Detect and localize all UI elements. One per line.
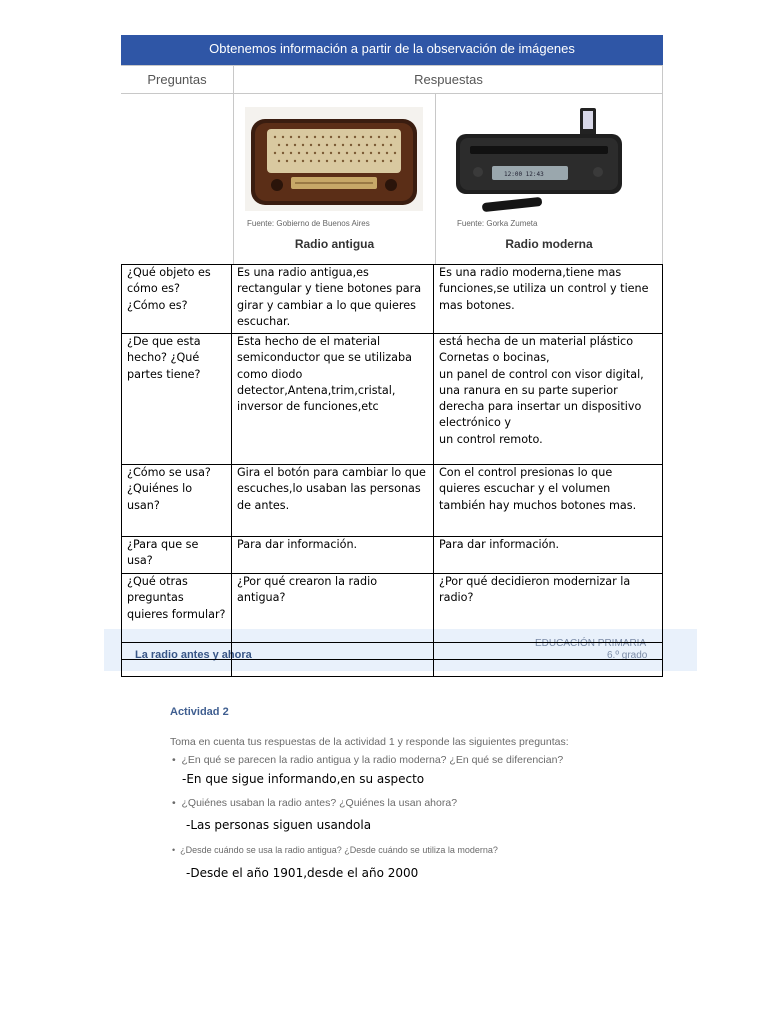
table-row [122,334,663,465]
answer-old-text: Esta hecho de el material semiconductor que se utilizaba como diodo detector,Antena,trim,cristal, inversor de funciones,etc [237,335,412,414]
table-row [122,265,663,334]
question-cell [122,334,232,465]
activity-answer-1: -En que sigue informando,en su aspecto [182,772,425,786]
answer-old-text: Para dar información. [237,538,358,551]
answer-modern-cell [434,265,663,334]
empty-table-row [122,643,663,660]
answer-modern-cell [434,537,663,574]
answer-modern-cell [434,465,663,537]
answer-old-text: Gira el botón para cambiar lo que escuches,lo usaban las personas de antes. [237,466,426,512]
question-text: ¿De que esta hecho? ¿Qué partes tiene? [127,335,201,381]
question-text: ¿En qué se parecen la radio antigua y la radio moderna? ¿En qué se diferencian? [181,754,564,766]
column-divider-1 [233,65,234,264]
question-cell [122,537,232,574]
question-text: ¿Qué objeto es cómo es? ¿Cómo es? [127,266,211,312]
answer-old-cell [232,537,434,574]
question-text: ¿Para que se usa? [127,538,199,568]
answer-modern-text: ¿Por qué decidieron modernizar la radio? [439,575,631,605]
modern-radio-source: Fuente: Gorka Zumeta [457,219,538,228]
old-radio-title: Radio antigua [294,237,375,251]
question-text: ¿Qué otras preguntas quieres formular? [127,575,226,621]
page-banner: Obtenemos información a partir de la observación de imágenes [121,35,663,65]
question-cell [122,265,232,334]
question-text: ¿Desde cuándo se usa la radio antigua? ¿Desde cuándo se utiliza la moderna? [180,845,498,855]
svg-text:12:00 12:43: 12:00 12:43 [504,171,544,178]
answer-modern-text: Es una radio moderna,tiene mas funciones,se utiliza un control y tiene mas botones. [439,266,649,312]
questions-column-header: Preguntas [147,72,207,87]
empty-table-row [122,660,663,677]
background-page-title: La radio antes y ahora [135,649,252,661]
answer-old-text: ¿Por qué crearon la radio antigua? [237,575,378,605]
old-radio-image [245,107,423,211]
answer-old-cell [232,574,434,643]
answer-old-cell [232,334,434,465]
answer-modern-text: Con el control presionas lo que quieres escuchar y el volumen también hay muchos botones mas. [439,466,637,512]
header-bottom-line [121,93,663,94]
right-border [662,65,663,264]
answer-modern-cell [434,574,663,643]
answer-modern-text: está hecha de un material plástico Cornetas o bocinas, un panel de control con visor digital, una ranura en su parte superior derecha para insertar un dispositivo electrónico y un control remoto. [439,335,644,446]
questions-table [121,264,663,677]
answer-modern-cell [434,334,663,465]
background-page-grade: 6.º grado [607,650,648,661]
activity-answer-2: -Las personas siguen usandola [186,818,372,832]
answer-old-cell [232,465,434,537]
modern-radio-image [452,108,626,216]
question-cell [122,574,232,643]
table-row [122,465,663,537]
activity-question-2: • ¿Quiénes usaban la radio antes? ¿Quiénes la usan ahora? [172,797,458,809]
answer-old-text: Es una radio antigua,es rectangular y tiene botones para girar y cambiar a lo que quieres escuchar. [237,266,422,328]
answer-modern-text: Para dar información. [439,538,560,551]
activity-intro: Toma en cuenta tus respuestas de la actividad 1 y responde las siguientes preguntas: [170,736,569,748]
answers-column-header: Respuestas [414,72,483,87]
answer-old-cell [232,265,434,334]
activity-title: Actividad 2 [170,706,229,718]
old-radio-source: Fuente: Gobierno de Buenos Aires [247,219,370,228]
background-page-level: EDUCACIÓN PRIMARIA [535,638,647,649]
question-text: ¿Cómo se usa? ¿Quiénes lo usan? [127,466,211,512]
question-text: ¿Quiénes usaban la radio antes? ¿Quiénes la usan ahora? [181,797,458,809]
activity-question-3: • ¿Desde cuándo se usa la radio antigua? ¿Desde cuándo se utiliza la moderna? [172,845,498,855]
question-cell [122,465,232,537]
modern-radio-title: Radio moderna [505,237,593,251]
table-row [122,537,663,574]
activity-answer-3: -Desde el año 1901,desde el año 2000 [186,866,419,880]
activity-question-1: • ¿En qué se parecen la radio antigua y la radio moderna? ¿En qué se diferencian? [172,754,564,766]
table-row [122,574,663,643]
